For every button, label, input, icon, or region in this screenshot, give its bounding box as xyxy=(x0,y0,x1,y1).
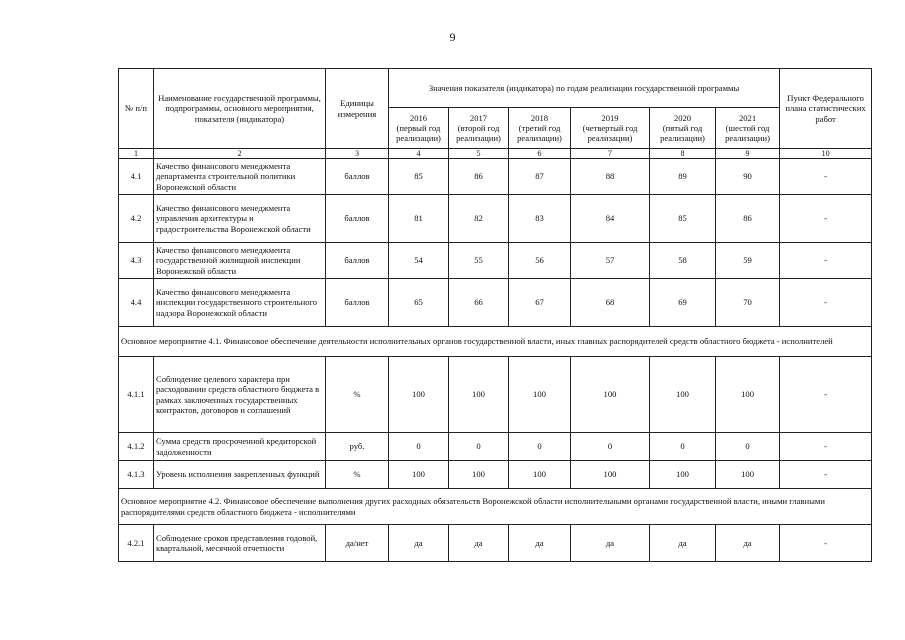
column-number-row xyxy=(119,149,872,159)
row-value: 0 xyxy=(716,433,780,461)
row-value: 58 xyxy=(650,243,716,279)
row-num: 4.4 xyxy=(119,279,154,327)
row-plan: - xyxy=(780,279,872,327)
row-plan: - xyxy=(780,243,872,279)
header-year: 2020 (пятый год реализации) xyxy=(650,108,716,149)
row-num: 4.1.1 xyxy=(119,357,154,433)
row-value: 59 xyxy=(716,243,780,279)
row-value: 88 xyxy=(571,159,650,195)
table-row xyxy=(119,279,872,327)
row-name: Уровень исполнения закрепленных функций xyxy=(154,461,326,489)
row-value: 90 xyxy=(716,159,780,195)
row-value: 100 xyxy=(716,357,780,433)
row-value: да xyxy=(650,525,716,562)
row-plan: - xyxy=(780,525,872,562)
row-name: Качество финансового менеджмента инспекции государственного строительного надзора Воронежской области xyxy=(154,279,326,327)
row-value: да xyxy=(571,525,650,562)
row-value: 100 xyxy=(389,357,449,433)
row-unit: баллов xyxy=(326,279,389,327)
row-value: 54 xyxy=(389,243,449,279)
section-row xyxy=(119,489,872,525)
row-name: Качество финансового менеджмента управления архитектуры и градостроительства Воронежской области xyxy=(154,195,326,243)
row-value: 100 xyxy=(716,461,780,489)
section-title: Основное мероприятие 4.1. Финансовое обеспечение деятельности исполнительных органов государственной власти, иных главных распорядителей средств областного бюджета - исполнителей xyxy=(119,327,872,357)
table-row xyxy=(119,159,872,195)
row-num: 4.3 xyxy=(119,243,154,279)
row-value: 100 xyxy=(389,461,449,489)
row-value: 0 xyxy=(650,433,716,461)
row-value: да xyxy=(389,525,449,562)
table-row xyxy=(119,195,872,243)
row-value: да xyxy=(716,525,780,562)
row-value: 100 xyxy=(571,461,650,489)
column-number: 1 xyxy=(119,149,154,159)
row-value: 89 xyxy=(650,159,716,195)
header-unit: Единицы измерения xyxy=(326,69,389,149)
header-year: 2018 (третий год реализации) xyxy=(509,108,571,149)
row-value: 0 xyxy=(509,433,571,461)
row-name: Соблюдение целевого характера при расходовании средств областного бюджета в рамках заключенных государственных контрактов, договоров и соглашений xyxy=(154,357,326,433)
row-plan: - xyxy=(780,461,872,489)
row-num: 4.1 xyxy=(119,159,154,195)
row-plan: - xyxy=(780,433,872,461)
column-number: 6 xyxy=(509,149,571,159)
row-unit: баллов xyxy=(326,243,389,279)
row-unit: руб. xyxy=(326,433,389,461)
row-unit: % xyxy=(326,357,389,433)
header-year: 2019 (четвертый год реализации) xyxy=(571,108,650,149)
column-number: 2 xyxy=(154,149,326,159)
section-title: Основное мероприятие 4.2. Финансовое обеспечение выполнения других расходных обязательств Воронежской области исполнительными органами государственной власти, иными главными распорядителями средств областного бюджета - исполнителями xyxy=(119,489,872,525)
row-unit: % xyxy=(326,461,389,489)
row-name: Сумма средств просроченной кредиторской задолженности xyxy=(154,433,326,461)
table-row xyxy=(119,525,872,562)
row-value: 82 xyxy=(449,195,509,243)
row-value: 0 xyxy=(449,433,509,461)
row-value: 66 xyxy=(449,279,509,327)
column-number: 8 xyxy=(650,149,716,159)
row-value: 86 xyxy=(449,159,509,195)
row-plan: - xyxy=(780,357,872,433)
column-number: 9 xyxy=(716,149,780,159)
header-year: 2016 (первый год реализации) xyxy=(389,108,449,149)
column-number: 10 xyxy=(780,149,872,159)
row-value: 57 xyxy=(571,243,650,279)
header-year: 2021 (шестой год реализации) xyxy=(716,108,780,149)
row-num: 4.2 xyxy=(119,195,154,243)
row-name: Качество финансового менеджмента департамента строительной политики Воронежской области xyxy=(154,159,326,195)
page-number: 9 xyxy=(449,30,456,44)
row-name: Соблюдение сроков представления годовой, квартальной, месячной отчетности xyxy=(154,525,326,562)
table-row xyxy=(119,433,872,461)
row-value: 100 xyxy=(509,461,571,489)
table-row xyxy=(119,243,872,279)
row-value: 100 xyxy=(571,357,650,433)
row-value: 0 xyxy=(389,433,449,461)
row-value: 86 xyxy=(716,195,780,243)
row-num: 4.1.3 xyxy=(119,461,154,489)
row-value: 87 xyxy=(509,159,571,195)
row-plan: - xyxy=(780,159,872,195)
row-value: 0 xyxy=(571,433,650,461)
row-value: 100 xyxy=(509,357,571,433)
column-number: 5 xyxy=(449,149,509,159)
row-value: 55 xyxy=(449,243,509,279)
section-row xyxy=(119,327,872,357)
row-value: 81 xyxy=(389,195,449,243)
row-value: 100 xyxy=(650,461,716,489)
row-num: 4.1.2 xyxy=(119,433,154,461)
row-unit: да/нет xyxy=(326,525,389,562)
column-number: 4 xyxy=(389,149,449,159)
row-value: 65 xyxy=(389,279,449,327)
row-value: 69 xyxy=(650,279,716,327)
header-name: Наименование государственной программы, подпрограммы, основного мероприятия, показателя (индикатора) xyxy=(154,69,326,149)
row-value: 56 xyxy=(509,243,571,279)
column-number: 3 xyxy=(326,149,389,159)
row-value: 70 xyxy=(716,279,780,327)
row-value: 85 xyxy=(389,159,449,195)
row-unit: баллов xyxy=(326,159,389,195)
table-row xyxy=(119,357,872,433)
row-value: 100 xyxy=(449,357,509,433)
header-values-group: Значения показателя (индикатора) по годам реализации государственной программы xyxy=(389,69,780,108)
header-num: № п/п xyxy=(119,69,154,149)
row-value: 67 xyxy=(509,279,571,327)
indicators-table xyxy=(118,68,872,562)
row-value: да xyxy=(509,525,571,562)
row-num: 4.2.1 xyxy=(119,525,154,562)
row-value: да xyxy=(449,525,509,562)
header-year: 2017 (второй год реализации) xyxy=(449,108,509,149)
table-row xyxy=(119,461,872,489)
row-value: 100 xyxy=(650,357,716,433)
column-number: 7 xyxy=(571,149,650,159)
row-value: 68 xyxy=(571,279,650,327)
row-unit: баллов xyxy=(326,195,389,243)
row-value: 85 xyxy=(650,195,716,243)
row-value: 83 xyxy=(509,195,571,243)
row-value: 84 xyxy=(571,195,650,243)
row-value: 100 xyxy=(449,461,509,489)
header-row xyxy=(119,69,872,108)
row-name: Качество финансового менеджмента государственной жилищной инспекции Воронежской области xyxy=(154,243,326,279)
row-plan: - xyxy=(780,195,872,243)
header-plan: Пункт Федерального плана статистических работ xyxy=(780,69,872,149)
